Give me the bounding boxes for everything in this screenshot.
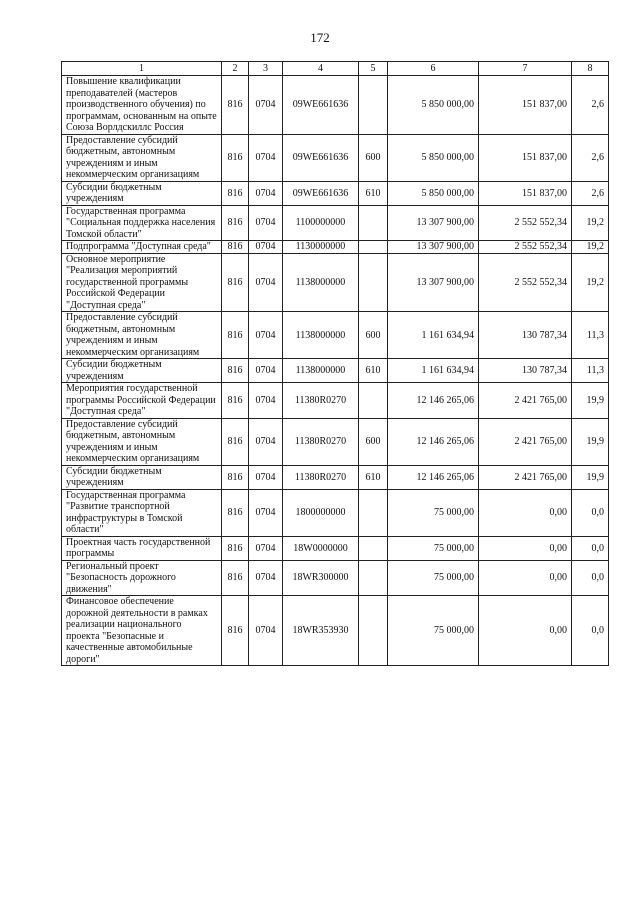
- execution-percent: 11,3: [572, 312, 609, 359]
- planned-amount: 75 000,00: [388, 489, 479, 536]
- executed-amount: 2 421 765,00: [479, 383, 572, 419]
- table-row: [62, 489, 609, 536]
- execution-percent: 19,9: [572, 383, 609, 419]
- execution-percent: 0,0: [572, 596, 609, 666]
- row-name: Финансовое обеспечение дорожной деятельности в рамках реализации национального проекта "Безопасные и качественные автомобильные дороги": [62, 596, 222, 666]
- executed-amount: 2 552 552,34: [479, 253, 572, 312]
- execution-percent: 0,0: [572, 560, 609, 596]
- planned-amount: 13 307 900,00: [388, 241, 479, 254]
- expense-type-code: [359, 383, 388, 419]
- row-name: Региональный проект "Безопасность дорожного движения": [62, 560, 222, 596]
- expense-type-code: 610: [359, 181, 388, 205]
- section-code: 0704: [249, 205, 283, 241]
- budget-table: [61, 61, 609, 666]
- table-row: [62, 253, 609, 312]
- execution-percent: 2,6: [572, 134, 609, 181]
- row-name: Субсидии бюджетным учреждениям: [62, 181, 222, 205]
- execution-percent: 11,3: [572, 359, 609, 383]
- row-name: Государственная программа "Социальная поддержка населения Томской области": [62, 205, 222, 241]
- planned-amount: 12 146 265,06: [388, 465, 479, 489]
- executed-amount: 2 552 552,34: [479, 205, 572, 241]
- table-row: [62, 181, 609, 205]
- planned-amount: 13 307 900,00: [388, 253, 479, 312]
- executed-amount: 2 421 765,00: [479, 465, 572, 489]
- executed-amount: 0,00: [479, 489, 572, 536]
- table-row: [62, 560, 609, 596]
- page-number: 172: [310, 30, 330, 45]
- target-article-code: 1130000000: [283, 241, 359, 254]
- section-code: 0704: [249, 241, 283, 254]
- section-code: 0704: [249, 134, 283, 181]
- target-article-code: 11380R0270: [283, 465, 359, 489]
- section-code: 0704: [249, 359, 283, 383]
- executed-amount: 2 552 552,34: [479, 241, 572, 254]
- column-header: 4: [283, 62, 359, 76]
- expense-type-code: [359, 596, 388, 666]
- execution-percent: 19,2: [572, 253, 609, 312]
- ministry-code: 816: [222, 418, 249, 465]
- column-header: 7: [479, 62, 572, 76]
- executed-amount: 2 421 765,00: [479, 418, 572, 465]
- row-name: Предоставление субсидий бюджетным, автономным учреждениям и иным некоммерческим организациям: [62, 418, 222, 465]
- ministry-code: 816: [222, 312, 249, 359]
- target-article-code: 09WE661636: [283, 134, 359, 181]
- row-name: Государственная программа "Развитие транспортной инфраструктуры в Томской области": [62, 489, 222, 536]
- planned-amount: 13 307 900,00: [388, 205, 479, 241]
- expense-type-code: 600: [359, 418, 388, 465]
- column-header: 6: [388, 62, 479, 76]
- target-article-code: 18WR353930: [283, 596, 359, 666]
- table-row: [62, 418, 609, 465]
- expense-type-code: 610: [359, 465, 388, 489]
- planned-amount: 5 850 000,00: [388, 181, 479, 205]
- execution-percent: 19,2: [572, 241, 609, 254]
- row-name: Проектная часть государственной программы: [62, 536, 222, 560]
- execution-percent: 0,0: [572, 489, 609, 536]
- ministry-code: 816: [222, 596, 249, 666]
- planned-amount: 5 850 000,00: [388, 76, 479, 135]
- table-row: [62, 241, 609, 254]
- execution-percent: 19,9: [572, 465, 609, 489]
- section-code: 0704: [249, 536, 283, 560]
- ministry-code: 816: [222, 181, 249, 205]
- ministry-code: 816: [222, 134, 249, 181]
- execution-percent: 0,0: [572, 536, 609, 560]
- section-code: 0704: [249, 76, 283, 135]
- table-row: [62, 596, 609, 666]
- expense-type-code: [359, 241, 388, 254]
- ministry-code: 816: [222, 536, 249, 560]
- target-article-code: 1138000000: [283, 359, 359, 383]
- executed-amount: 151 837,00: [479, 134, 572, 181]
- ministry-code: 816: [222, 465, 249, 489]
- row-name: Повышение квалификации преподавателей (мастеров производственного обучения) по программам, основанным на опыте Союза Ворлдскиллс Россия: [62, 76, 222, 135]
- target-article-code: 09WE661636: [283, 181, 359, 205]
- planned-amount: 1 161 634,94: [388, 359, 479, 383]
- executed-amount: 151 837,00: [479, 181, 572, 205]
- executed-amount: 0,00: [479, 536, 572, 560]
- executed-amount: 0,00: [479, 596, 572, 666]
- execution-percent: 2,6: [572, 76, 609, 135]
- ministry-code: 816: [222, 76, 249, 135]
- row-name: Основное мероприятие "Реализация мероприятий государственной программы Российской Федерации "Доступная среда": [62, 253, 222, 312]
- ministry-code: 816: [222, 383, 249, 419]
- execution-percent: 2,6: [572, 181, 609, 205]
- target-article-code: 18W0000000: [283, 536, 359, 560]
- expense-type-code: 600: [359, 312, 388, 359]
- planned-amount: 75 000,00: [388, 560, 479, 596]
- planned-amount: 5 850 000,00: [388, 134, 479, 181]
- column-header: 8: [572, 62, 609, 76]
- row-name: Подпрограмма "Доступная среда": [62, 241, 222, 254]
- planned-amount: 75 000,00: [388, 536, 479, 560]
- target-article-code: 11380R0270: [283, 383, 359, 419]
- expense-type-code: [359, 560, 388, 596]
- row-name: Субсидии бюджетным учреждениям: [62, 359, 222, 383]
- ministry-code: 816: [222, 205, 249, 241]
- section-code: 0704: [249, 383, 283, 419]
- table-row: [62, 76, 609, 135]
- table-row: [62, 465, 609, 489]
- ministry-code: 816: [222, 241, 249, 254]
- target-article-code: 1100000000: [283, 205, 359, 241]
- row-name: Субсидии бюджетным учреждениям: [62, 465, 222, 489]
- executed-amount: 151 837,00: [479, 76, 572, 135]
- target-article-code: 18WR300000: [283, 560, 359, 596]
- target-article-code: 09WE661636: [283, 76, 359, 135]
- column-header: 2: [222, 62, 249, 76]
- target-article-code: 1138000000: [283, 312, 359, 359]
- expense-type-code: [359, 76, 388, 135]
- target-article-code: 1800000000: [283, 489, 359, 536]
- expense-type-code: [359, 536, 388, 560]
- expense-type-code: 610: [359, 359, 388, 383]
- table-row: [62, 536, 609, 560]
- ministry-code: 816: [222, 560, 249, 596]
- table-row: [62, 205, 609, 241]
- expense-type-code: [359, 253, 388, 312]
- section-code: 0704: [249, 596, 283, 666]
- section-code: 0704: [249, 418, 283, 465]
- column-header: 5: [359, 62, 388, 76]
- table-row: [62, 359, 609, 383]
- executed-amount: 130 787,34: [479, 312, 572, 359]
- execution-percent: 19,9: [572, 418, 609, 465]
- expense-type-code: 600: [359, 134, 388, 181]
- target-article-code: 11380R0270: [283, 418, 359, 465]
- row-name: Предоставление субсидий бюджетным, автономным учреждениям и иным некоммерческим организациям: [62, 312, 222, 359]
- section-code: 0704: [249, 181, 283, 205]
- executed-amount: 0,00: [479, 560, 572, 596]
- execution-percent: 19,2: [572, 205, 609, 241]
- planned-amount: 12 146 265,06: [388, 383, 479, 419]
- planned-amount: 75 000,00: [388, 596, 479, 666]
- executed-amount: 130 787,34: [479, 359, 572, 383]
- section-code: 0704: [249, 560, 283, 596]
- column-header: 3: [249, 62, 283, 76]
- column-header: 1: [62, 62, 222, 76]
- section-code: 0704: [249, 489, 283, 536]
- table-header-row: [62, 62, 609, 76]
- row-name: Предоставление субсидий бюджетным, автономным учреждениям и иным некоммерческим организациям: [62, 134, 222, 181]
- table-row: [62, 312, 609, 359]
- row-name: Мероприятия государственной программы Российской Федерации "Доступная среда": [62, 383, 222, 419]
- expense-type-code: [359, 489, 388, 536]
- table-row: [62, 134, 609, 181]
- section-code: 0704: [249, 312, 283, 359]
- ministry-code: 816: [222, 359, 249, 383]
- table-row: [62, 383, 609, 419]
- section-code: 0704: [249, 465, 283, 489]
- ministry-code: 816: [222, 253, 249, 312]
- expense-type-code: [359, 205, 388, 241]
- ministry-code: 816: [222, 489, 249, 536]
- planned-amount: 12 146 265,06: [388, 418, 479, 465]
- planned-amount: 1 161 634,94: [388, 312, 479, 359]
- target-article-code: 1138000000: [283, 253, 359, 312]
- section-code: 0704: [249, 253, 283, 312]
